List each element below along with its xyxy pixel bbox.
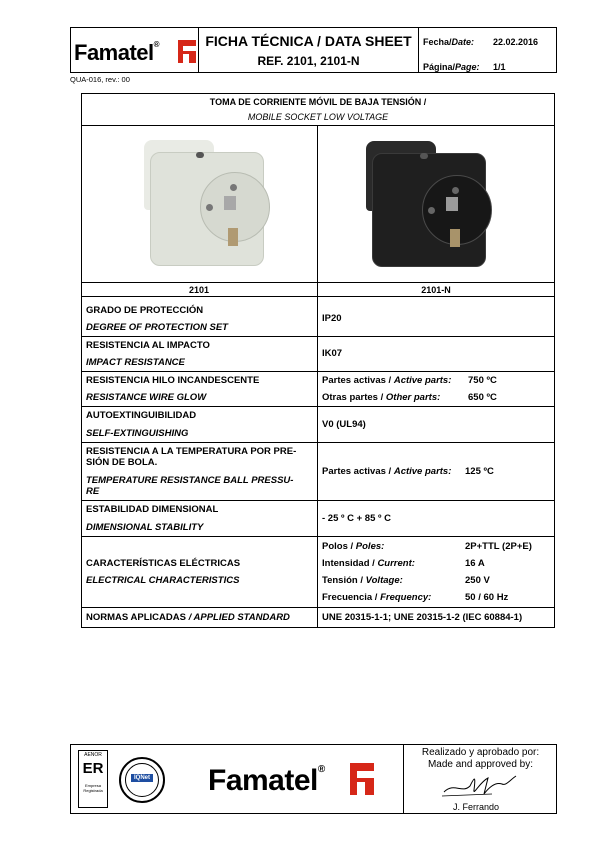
impact-label-en: IMPACT RESISTANCE <box>86 357 185 368</box>
ball-active-label: Partes activas / Active parts: <box>322 466 452 477</box>
poles-value: 2P+TTL (2P+E) <box>465 541 532 552</box>
standards-value: UNE 20315-1-1; UNE 20315-1-2 (IEC 60884-1) <box>322 612 523 623</box>
electrical-label-en: ELECTRICAL CHARACTERISTICS <box>86 575 240 586</box>
wire-active-value: 750 ºC <box>468 375 497 386</box>
product-title-en: MOBILE SOCKET LOW VOLTAGE <box>247 112 389 122</box>
page-value: 1/1 <box>493 62 506 72</box>
product-title-es: TOMA DE CORRIENTE MÓVIL DE BAJA TENSIÓN / <box>209 97 427 107</box>
standards-label: NORMAS APLICADAS / APPLIED STANDARD <box>86 612 290 623</box>
approved-by-es: Realizado y aprobado por: <box>421 747 540 758</box>
impact-label-es: RESISTENCIA AL IMPACTO <box>86 340 210 351</box>
page-field: Página/Page: <box>423 62 480 72</box>
frequency-label: Frecuencia / Frequency: <box>322 592 432 603</box>
product-photo-white <box>140 132 280 267</box>
ball-value: 125 ºC <box>465 466 494 477</box>
dimensional-label-es: ESTABILIDAD DIMENSIONAL <box>86 504 219 515</box>
ball-label-en-1: TEMPERATURE RESISTANCE BALL PRESSU- <box>86 475 294 486</box>
brand-name: Famatel <box>74 40 154 65</box>
wire-other-label: Otras partes / Other parts: <box>322 392 441 403</box>
aenor-er-mark: ER <box>82 760 104 777</box>
brand-logo <box>74 40 160 66</box>
doc-ref: REF. 2101, 2101-N <box>257 54 360 68</box>
dimensional-value: - 25 º C + 85 º C <box>322 513 391 524</box>
registered-mark: ® <box>153 40 160 49</box>
footer-brand-name: Famatel <box>208 764 318 797</box>
ball-label-en-2: RE <box>86 486 100 497</box>
wire-active-label: Partes activas / Active parts: <box>322 375 452 386</box>
product-photo-black <box>362 135 502 270</box>
ball-label-es-1: RESISTENCIA A LA TEMPERATURA POR PRE- <box>86 446 297 457</box>
dimensional-label-en: DIMENSIONAL STABILITY <box>86 522 204 533</box>
doc-code: QUA-016, rev.: 00 <box>70 75 130 84</box>
signer-name: J. Ferrando <box>453 802 500 812</box>
selfext-value: V0 (UL94) <box>322 419 366 430</box>
selfext-label-es: AUTOEXTINGUIBILIDAD <box>86 410 197 421</box>
ball-label-es-2: SIÓN DE BOLA. <box>86 457 158 468</box>
aenor-certification-badge <box>78 750 108 808</box>
product-ref-right: 2101-N <box>421 285 451 295</box>
iqnet-label: IQNet <box>131 774 153 782</box>
approved-by-en: Made and approved by: <box>427 759 534 770</box>
protection-value: IP20 <box>322 313 342 324</box>
impact-value: IK07 <box>322 348 343 359</box>
current-label: Intensidad / Current: <box>322 558 415 569</box>
signature <box>440 768 520 800</box>
voltage-label: Tensión / Voltage: <box>322 575 403 586</box>
selfext-label-en: SELF-EXTINGUISHING <box>86 428 189 439</box>
wire-label-es: RESISTENCIA HILO INCANDESCENTE <box>86 375 260 386</box>
doc-title: FICHA TÉCNICA / DATA SHEET <box>205 33 412 49</box>
voltage-value: 250 V <box>465 575 490 586</box>
electrical-label-es: CARACTERÍSTICAS ELÉCTRICAS <box>86 558 241 569</box>
product-ref-left: 2101 <box>188 285 210 295</box>
protection-label-es: GRADO DE PROTECCIÓN <box>86 305 204 316</box>
brand-f-icon <box>178 40 196 63</box>
current-value: 16 A <box>465 558 485 569</box>
wire-label-en: RESISTANCE WIRE GLOW <box>86 392 207 403</box>
iqnet-seal-icon <box>119 757 165 803</box>
poles-label: Polos / Poles: <box>322 541 385 552</box>
frequency-value: 50 / 60 Hz <box>465 592 509 603</box>
wire-other-value: 650 ºC <box>468 392 497 403</box>
date-value: 22.02.2016 <box>493 37 539 47</box>
aenor-label: AENOR <box>84 752 102 758</box>
protection-label-en: DEGREE OF PROTECTION SET <box>86 322 228 333</box>
aenor-sub: Empresa Registrada <box>83 783 103 793</box>
footer-brand-f-icon <box>350 763 374 795</box>
footer-brand-logo <box>208 764 325 798</box>
footer-registered-mark: ® <box>317 764 326 775</box>
date-field: Fecha/Date: <box>423 37 475 47</box>
